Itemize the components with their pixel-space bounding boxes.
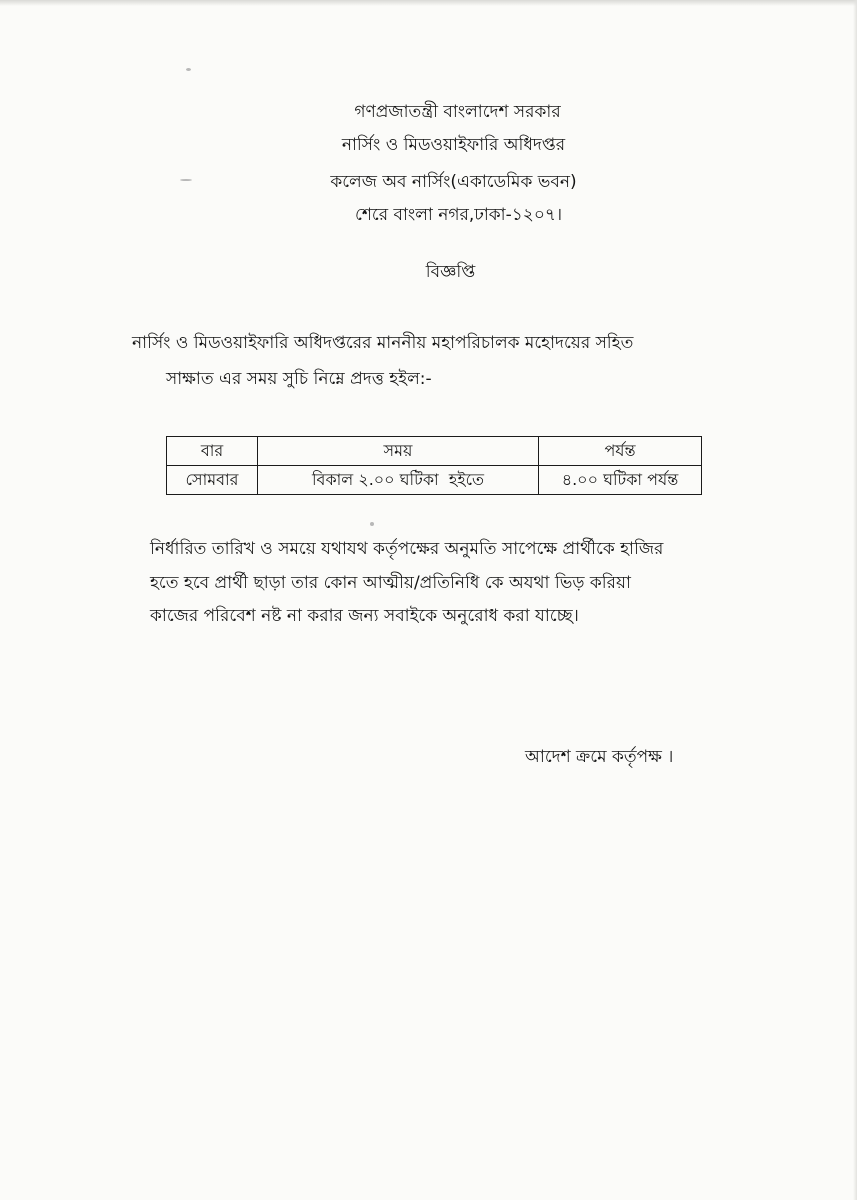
scan-speck	[186, 68, 191, 71]
paragraph-line-2: হতে হবে প্রার্থী ছাড়া তার কোন আত্মীয়/প্রতিনিধি কে অযথা ভিড় করিয়া	[150, 573, 631, 593]
intro-line-2: সাক্ষাত এর সময় সুচি নিম্নে প্রদত্ত হইল:-	[166, 369, 432, 389]
page-edge-shadow-top	[0, 0, 857, 6]
header-address-line: শেরে বাংলা নগর,ঢাকা-১২০৭।	[354, 205, 563, 225]
table-cell-day: সোমবার	[167, 466, 258, 495]
header-government-line: গণপ্রজাতন্ত্রী বাংলাদেশ সরকার	[354, 102, 561, 122]
signature-by-order: আদেশ ক্রমে কর্তৃপক্ষ ।	[525, 747, 674, 767]
notice-title: বিজ্ঞপ্তি	[425, 262, 476, 282]
table-cell-until: ৪.০০ ঘটিকা পর্যন্ত	[539, 466, 702, 495]
column-header-until: পর্যন্ত	[539, 437, 702, 466]
paragraph-line-3: কাজের পরিবেশ নষ্ট না করার জন্য সবাইকে অনুরোধ করা যাচ্ছে।	[150, 606, 579, 626]
header-directorate-line: নার্সিং ও মিডওয়াইফারি অধিদপ্তর	[341, 135, 566, 155]
table-cell-time: বিকাল ২.০০ ঘটিকা হইতে	[258, 466, 539, 495]
header-college-line: কলেজ অব নার্সিং(একাডেমিক ভবন)	[330, 172, 577, 192]
paragraph-line-1: নির্ধারিত তারিখ ও সময়ে যথাযথ কর্তৃপক্ষের অনুমতি সাপেক্ষে প্রার্থীকে হাজির	[150, 539, 664, 559]
scan-speck	[370, 522, 374, 526]
table-header-row	[167, 437, 702, 466]
table-row	[167, 466, 702, 495]
schedule-table	[166, 436, 702, 495]
column-header-time: সময়	[258, 437, 539, 466]
intro-line-1: নার্সিং ও মিডওয়াইফারি অধিদপ্তরের মাননীয় মহাপরিচালক মহোদয়ের সহিত	[132, 333, 634, 353]
column-header-day: বার	[167, 437, 258, 466]
